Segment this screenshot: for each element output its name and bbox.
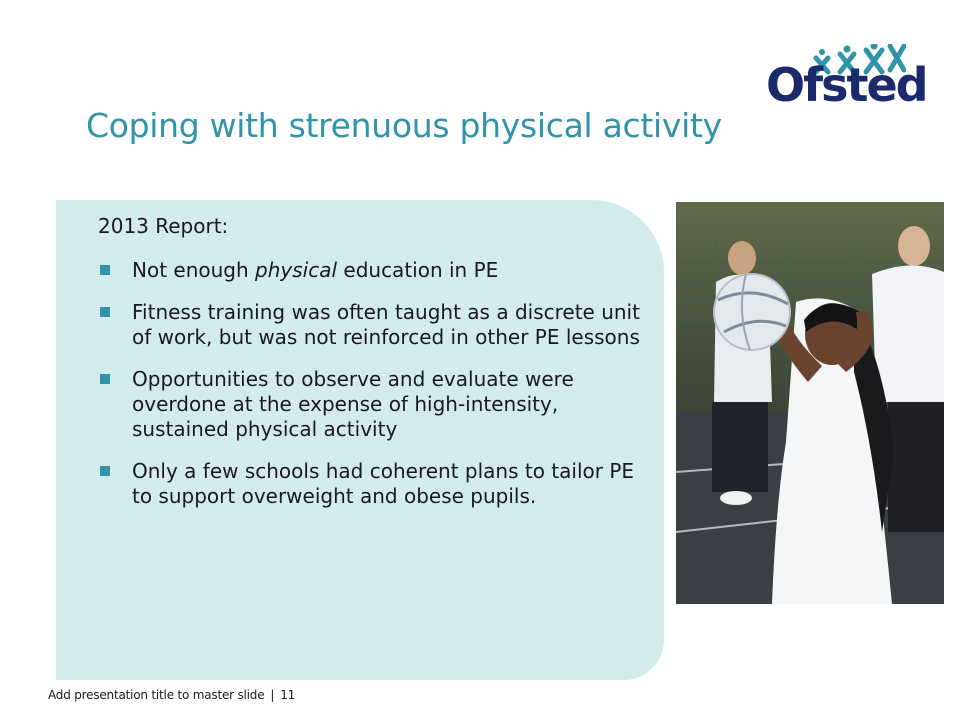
bullet-item [98,459,654,509]
slide-footer [48,688,295,702]
bullet-text: Fitness training was often taught as a discrete unit of work, but was not reinforced in other PE lessons [132,300,640,349]
square-bullet-icon [100,374,110,384]
square-bullet-icon [100,307,110,317]
content-panel [56,200,664,680]
bullet-list [98,258,654,526]
square-bullet-icon [100,466,110,476]
footer-label: Add presentation title to master slide [48,688,265,702]
netball-photo [676,202,944,604]
bullet-text: Only a few schools had coherent plans to tailor PE to support overweight and obese pupils. [132,459,635,508]
bullet-text: Opportunities to observe and evaluate were overdone at the expense of high-intensity, sustained physical activity [132,367,574,441]
slide-title: Coping with strenuous physical activity [86,106,722,145]
bullet-item [98,300,654,350]
ofsted-logo [762,44,927,124]
bullet-text-before: Not enough [132,258,256,282]
square-bullet-icon [100,265,110,275]
page-number: 11 [280,688,296,702]
bullet-emphasis: physical [255,258,338,282]
footer-separator: | [270,688,275,702]
report-heading: 2013 Report: [98,214,229,238]
bullet-item [98,367,654,442]
bullet-item [98,258,654,283]
netball-player-illustration [676,202,944,604]
logo-text: Ofsted [766,58,927,112]
bullet-text-after: education in PE [337,258,499,282]
